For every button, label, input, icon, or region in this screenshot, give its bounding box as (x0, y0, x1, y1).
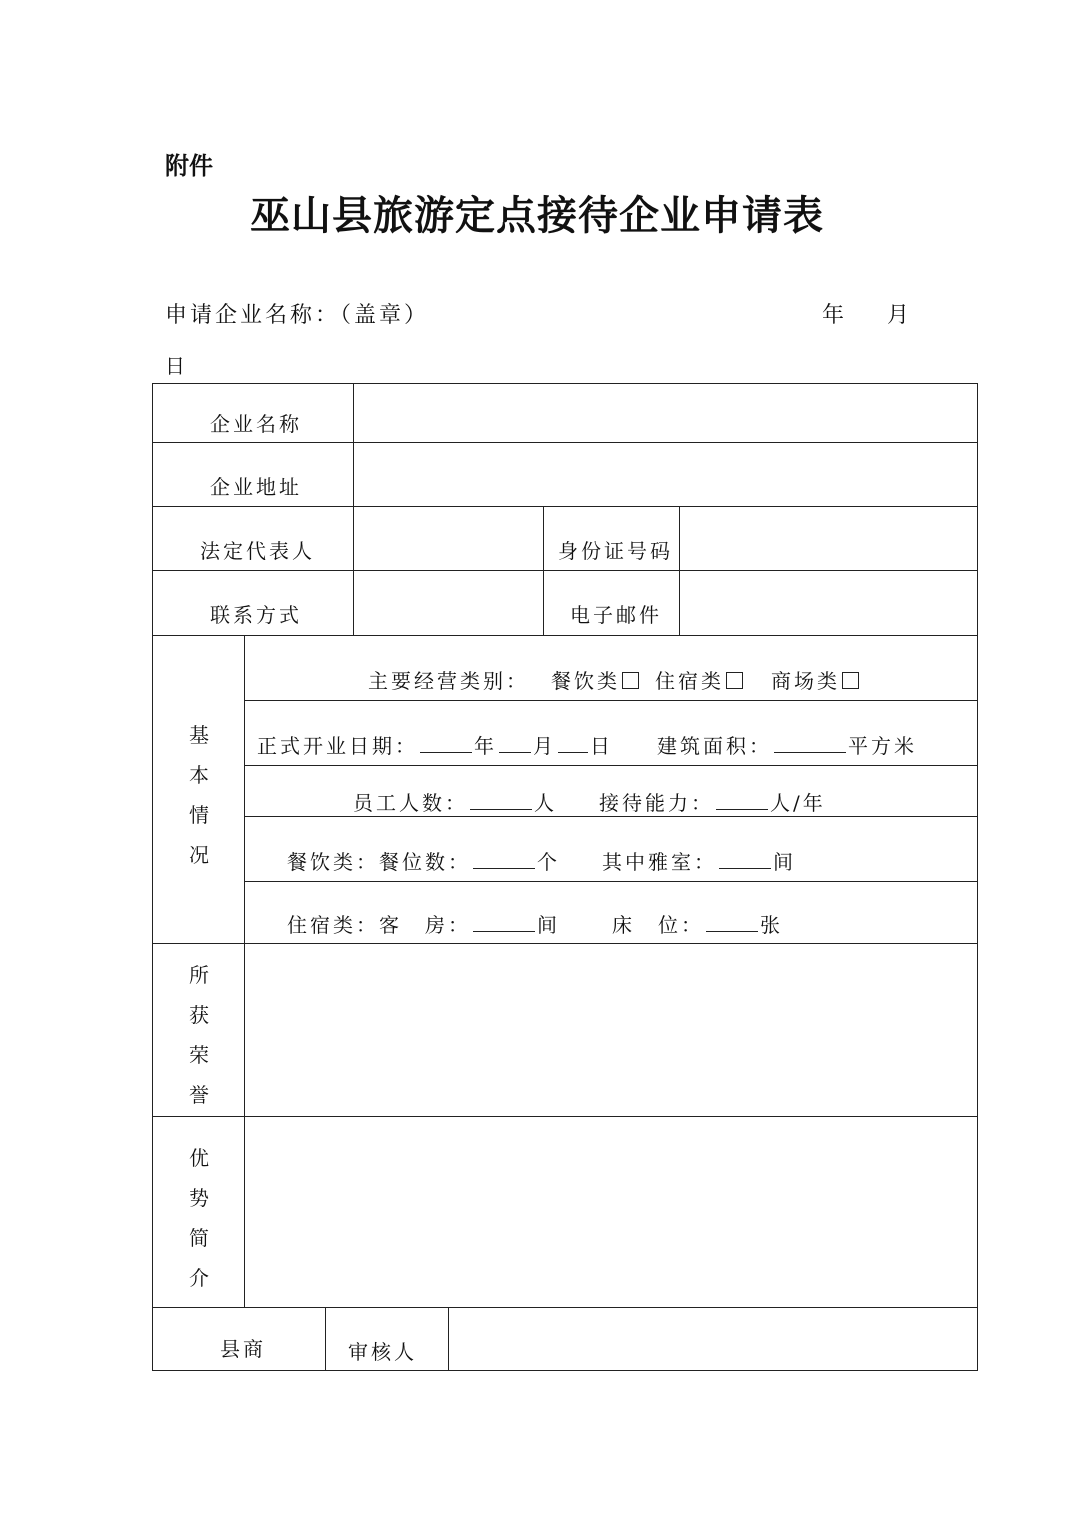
private-room-label: 其中雅室： (602, 850, 717, 874)
basic-info-label: 基 本 情 况 (189, 723, 209, 867)
advantages-field[interactable] (246, 1118, 976, 1306)
staff-row: 员工人数： 人 接待能力： 人/年 (353, 791, 826, 815)
attachment-label: 附件 (165, 152, 213, 180)
lodging-rooms-row: 住宿类：客 房： 间 床 位： 张 (287, 913, 783, 937)
company-name-label: 企业名称 (210, 412, 302, 436)
open-day-field[interactable] (558, 734, 588, 753)
honors-field[interactable] (246, 945, 976, 1115)
capacity-label: 接待能力： (599, 791, 714, 815)
id-number-label: 身份证号码 (558, 539, 673, 563)
building-area-label: 建筑面积： (657, 734, 772, 758)
private-room-field[interactable] (719, 850, 771, 869)
open-date-label: 正式开业日期： (257, 734, 418, 758)
catering-checkbox[interactable] (622, 672, 639, 689)
shopping-checkbox[interactable] (842, 672, 859, 689)
shopping-option-label: 商场类 (771, 669, 840, 693)
id-number-field[interactable] (681, 508, 975, 569)
contact-label: 联系方式 (210, 603, 302, 627)
county-label: 县商 (220, 1337, 266, 1361)
seats-field[interactable] (473, 850, 535, 869)
building-area-field[interactable] (774, 734, 846, 753)
legal-rep-label: 法定代表人 (200, 539, 315, 563)
business-type-row (368, 665, 859, 694)
company-address-label: 企业地址 (210, 475, 302, 499)
date-day: 日 (165, 354, 188, 378)
company-name-field[interactable] (355, 385, 975, 441)
lodging-option-label: 住宿类 (655, 669, 724, 693)
email-field[interactable] (681, 572, 975, 634)
reviewer-field[interactable] (450, 1309, 975, 1369)
open-date-row: 正式开业日期： 年 月 日 建筑面积： 平方米 (257, 734, 917, 758)
date-year: 年 (822, 303, 848, 328)
beds-label: 床 位： (612, 913, 704, 937)
advantages-label: 优 势 简 介 (189, 1146, 209, 1290)
business-type-label: 主要经营类别： (368, 669, 529, 693)
lodging-rooms-label: 住宿类：客 房： (287, 913, 471, 937)
legal-rep-field[interactable] (355, 508, 541, 569)
lodging-checkbox[interactable] (726, 672, 743, 689)
applicant-label: 申请企业名称：（盖章） (165, 303, 430, 328)
company-address-field[interactable] (355, 444, 975, 505)
catering-seats-row: 餐饮类：餐位数： 个 其中雅室： 间 (287, 850, 796, 874)
beds-field[interactable] (706, 913, 758, 932)
open-month-field[interactable] (499, 734, 531, 753)
capacity-field[interactable] (716, 791, 768, 810)
open-year-field[interactable] (420, 734, 472, 753)
honors-label: 所 获 荣 誉 (189, 963, 209, 1107)
reviewer-label: 审核人 (348, 1340, 417, 1364)
catering-seats-label: 餐饮类：餐位数： (287, 850, 471, 874)
date-month: 月 (887, 303, 913, 328)
contact-field[interactable] (355, 572, 541, 634)
rooms-field[interactable] (473, 913, 535, 932)
email-label: 电子邮件 (570, 603, 662, 627)
page-title: 巫山县旅游定点接待企业申请表 (250, 192, 824, 239)
catering-option-label: 餐饮类 (551, 669, 620, 693)
staff-field[interactable] (470, 791, 532, 810)
staff-label: 员工人数： (353, 791, 468, 815)
